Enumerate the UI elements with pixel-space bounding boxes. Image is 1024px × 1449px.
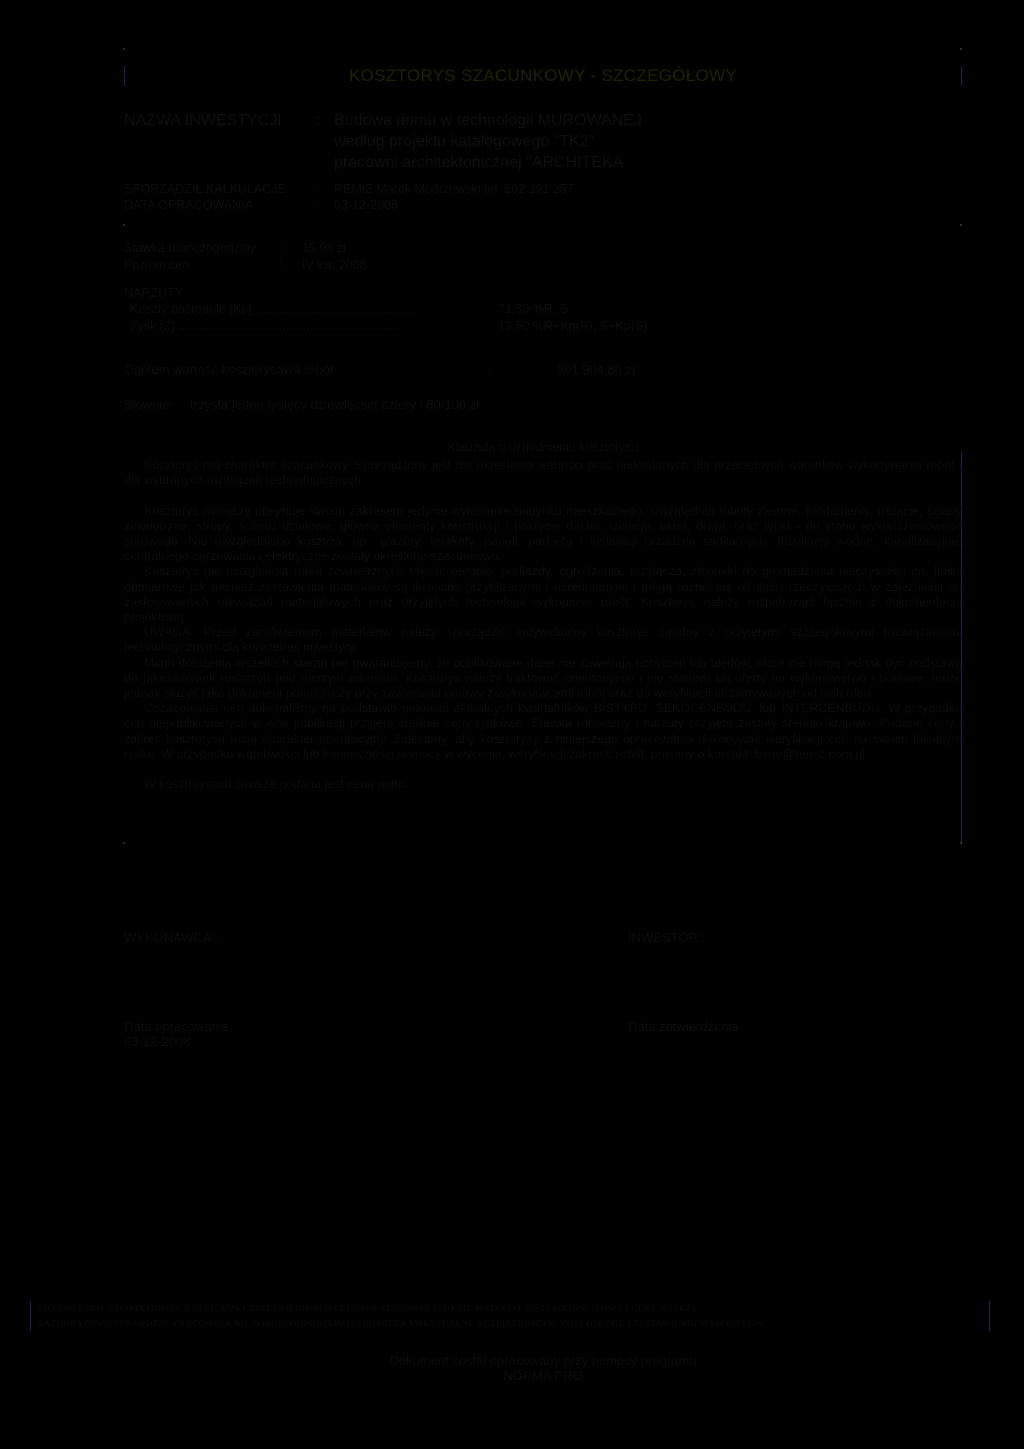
clause-spacer [124, 762, 962, 777]
disclaimer-line: NIEODPŁATNIE UDOSTĘPNIONY KOSZTORYS I ZESTAWIENIE MATERIAŁÓW STANOWIĄ JEDYNIE MATERIAŁ POGLĄDOWY. ILOŚCI I CENY NALEŻY [37, 1303, 699, 1313]
date-value: 03-12-2008 [334, 198, 398, 212]
clause-paragraph: Kosztorys ma charakter szacunkowy. Sporządzony jest dla określenia wartości prac budowlanych dla przeciętnych warunków wykonywania robót i dla wybranych rozwiązań technologicznych. [124, 458, 962, 488]
approved-date-label: Data zatwierdzenia [628, 1019, 739, 1034]
amount-in-words-value: trzysta jeden tysięcy dziewięćset cztery i 80/100 zł [190, 397, 480, 412]
prepared-by-label: SPORZĄDZIŁ KALKULACJE [124, 182, 286, 196]
profit-label: Zysk [Z] ................................................................ [130, 319, 401, 333]
investment-separator: : [316, 112, 321, 129]
markups-heading: NARZUTY [124, 286, 184, 300]
date-separator: : [312, 198, 316, 212]
amount-in-words-label: Słownie: [124, 397, 174, 412]
contractor-label: WYKONAWCA : [124, 930, 219, 945]
hourly-rate-value: 15,98 zł [302, 241, 346, 255]
prepared-date-value: 03-12-2008 [124, 1034, 191, 1049]
program-name: NORMA PRO [503, 1368, 583, 1383]
corner-mark [960, 48, 962, 50]
page-title: KOSZTORYS SZACUNKOWY - SZCZEGÓŁOWY [348, 66, 738, 85]
total-label: Ogółem wartość kosztorysowa robót [124, 362, 334, 377]
indirect-costs-label: Koszty pośrednie [Kp] ............................................... [130, 302, 419, 316]
corner-mark [960, 224, 962, 226]
clause-spacer [124, 489, 962, 504]
program-credit-line: Dokument został opracowany przy pomocy programu [389, 1353, 697, 1368]
total-value: 301 904,80 zł [557, 362, 636, 377]
clause-paragraph: UWAGA: Przed zamówieniem materiałów należy sporządzić indywidualny kosztorys zgodny z przyjętymi szczegółowymi rozwiązaniami technologicznymi dla konkretnej inwestycji. [124, 625, 962, 655]
disclaimer-line: KAŻDORAZOWO SPRAWDZIĆ. PRACOWNIA NIE PONOSI ODPOWIEDZIALNOŚCI ZA EWENTUALNE ROZBIEŻNOŚCI W KOSZTORYSIE I ZESTAWIENIU MATERIAŁÓW [37, 1318, 764, 1328]
corner-mark [123, 224, 125, 226]
total-separator: : [487, 362, 491, 377]
clause-paragraph: Kosztorys nie uwzględnia robót zewnętrznych takich: pergole, podjazdy, ogrodzenia, przyłącza, zbiorniki do gromadzenia nieczystości itp. Ilości obmiarowe jak również zestawienia materiałów są ilościami przybliżonymi i uśrednionymi i mogą różnić się od ilości rzeczywistych w zależności od zastosowanych rozwiązań materiałowych oraz przyjętych technologii wykonania robót. Kosztorys należy rozpatrywać łącznie z dokumentacją projektową. [124, 564, 962, 625]
date-label: DATA OPRACOWANIA [124, 198, 253, 212]
investment-line: według projektu katalogowego "TK2" [334, 133, 595, 150]
investment-line: Budowa domu w technologii MUROWANEJ [334, 112, 642, 129]
investment-label: NAZWA INWESTYCJI [124, 112, 282, 129]
investor-label: INWESTOR : [628, 930, 706, 945]
estimate-clause [124, 440, 962, 792]
price-level-separator: : [279, 258, 283, 272]
clause-paragraph: Oszacowania cen dokonaliśmy na podstawie notowań aktualnych kwartalników BISTYPU, SEKOCENBUDU, lub INTERCENBUDU. W przypadku cen niepublikowanych w w/w publikacji przyjęto średnie ceny rynkowe. Stawka robocizny i narzuty przyjęte zostały średnio krajowo. Podane ceny i zakres kosztorysu mają charakter orientacyjny. Zalecamy, aby kosztorysy z niniejszego opracowania dokonywać weryfikacji cen na swoim lokalnym rynku. W przypadku wątpliwości lub konieczności pomocy w wycenie, weryfikacji zakresu robót, prosimy o kontakt: biuro@remiz.com.pl [124, 701, 962, 761]
clause-paragraph: Kosztorys niniejszy obejmuje swoim zakresem jedynie wykonanie budynku mieszkalnego. Uwzględnia roboty ziemne, fundamenty, izolacje, ściany zewnętrzne, stropy, ścianki działowe, główne elementy konstrukcji i pokrycie dachu, izolacje, okna, drzwi, oraz tynki - do stanu wykończeniowego surowego. Nie uwzględniono kosztów, np.: glazury, terakoty, paneli, parkietu i instalacji urządzeń sanitarnych. Instalacje wodne, kanalizacyjne, centralnego ogrzewania i elektryczne zostały określone szacunkowo. [124, 503, 962, 564]
clause-paragraph: Mimo dołożenia wszelkich starań nie gwarantujemy, że publikowane dane nie zawierają uchybień lub błędów, które nie mogą jednak być podstawą do jakichkolwiek roszczeń pod naszym adresem. Kosztorys należy traktować orientacyjnie i nie stanowi on oferty na wykonawstwo i budowę, może jednak służyć jako dokument pomocniczy przy zawieraniu umowy z wykonawcami robót oraz do weryfikacji otrzymywanych od nich ofert. [124, 655, 962, 701]
price-level-value: IV kw. 2008 [302, 258, 367, 272]
clause-paragraph: W kosztorysach zawsze podana jest cena netto. [144, 777, 409, 792]
clause-heading: Klauzula o uzgodnieniu kosztorysu [447, 440, 639, 454]
corner-mark [123, 48, 125, 50]
hourly-rate-label: Stawka roboczogodziny [124, 241, 257, 255]
corner-mark [960, 842, 962, 844]
corner-mark [123, 842, 125, 844]
prepared-date-label: Data opracowania [124, 1019, 229, 1034]
hourly-rate-separator: : [279, 241, 283, 255]
price-level-label: Poziom cen [124, 258, 190, 272]
prepared-by-value: REMIZ Marek Modrzewski tel. 602 391 357 [334, 182, 574, 196]
investment-line: pracowni architektonicznej "ARCHITEKA [334, 154, 624, 171]
indirect-costs-value: 71,30 %R, S [498, 302, 569, 316]
prepared-by-separator: : [312, 182, 316, 196]
profit-value: 13,50 %R+Kp(R), S+Kp(S) [498, 319, 648, 333]
footer-disclaimer [30, 1301, 990, 1331]
